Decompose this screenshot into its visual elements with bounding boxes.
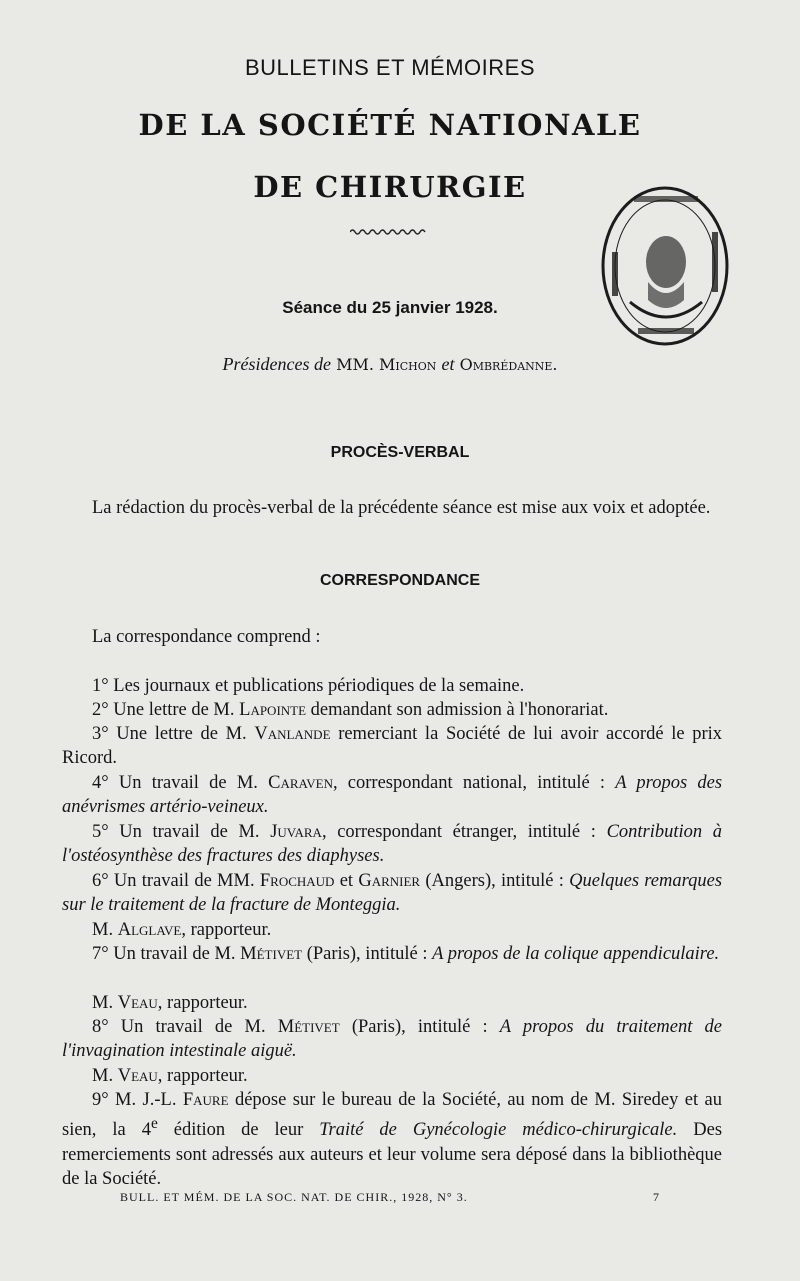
footer-citation: BULL. ET MÉM. DE LA SOC. NAT. DE CHIR., 1928, N° 3. xyxy=(120,1190,468,1204)
journal-title-line1: BULLETINS ET MÉMOIRES xyxy=(244,55,536,80)
work-title: Contribution à l'ostéosynthèse des fractures des diaphyses. xyxy=(62,822,723,867)
rapporteur-name: Veau xyxy=(117,993,158,1013)
author-name: Faure xyxy=(182,1090,229,1110)
item-text: , correspondant étranger, intitulé : xyxy=(321,822,596,842)
author-name: Vanlande xyxy=(254,724,331,744)
item-text: édition de leur xyxy=(173,1120,304,1141)
item-text: M. xyxy=(92,993,114,1013)
work-title: A propos du traitement de l'invagination intestinale aiguë. xyxy=(62,1017,722,1062)
journal-title-line2: DE LA SOCIÉTÉ NATIONALE xyxy=(138,108,642,142)
item-text: 5° Un travail de M. xyxy=(92,822,260,842)
item-text: M. xyxy=(92,1066,114,1086)
item-text: Des remerciements sont adressés aux auteurs et leur volume sera déposé dans la bibliothèque de la Société. xyxy=(62,1120,723,1190)
item-text: et xyxy=(339,871,354,891)
author-name: Juvara xyxy=(270,822,322,842)
presidences-and: et xyxy=(441,354,455,374)
author-name: Frochaud xyxy=(259,871,335,891)
work-title: Quelques remarques sur le traitement de la fracture de Monteggia. xyxy=(62,871,723,916)
rapporteur-line xyxy=(62,1064,722,1088)
correspondance-item-1: 1° Les journaux et publications périodiques de la semaine. xyxy=(92,676,525,696)
item-text: (Angers), intitulé : xyxy=(425,871,564,891)
ornamental-divider xyxy=(350,227,426,237)
presidences-mm: MM. xyxy=(336,355,374,374)
proces-verbal-heading: PROCÈS-VERBAL xyxy=(330,444,470,461)
correspondance-item-6 xyxy=(62,869,722,918)
page-footer xyxy=(120,1190,660,1205)
correspondance-item-9 xyxy=(62,1088,722,1192)
item-text: 2° Une lettre de M. xyxy=(92,700,235,720)
presidences-lead: Présidences de xyxy=(222,354,331,374)
correspondance-item-3 xyxy=(62,722,722,771)
item-text: 4° Un travail de M. xyxy=(92,773,258,793)
item-text: remerciant la Société de lui avoir accordé le prix Ricord. xyxy=(62,724,723,769)
correspondance-item-4 xyxy=(62,771,722,820)
item-text: 7° Un travail de M. xyxy=(92,944,236,964)
president-1: Michon xyxy=(379,355,437,374)
author-name: Caraven xyxy=(268,773,333,793)
item-text: 9° M. J.-L. xyxy=(92,1090,177,1110)
presidences-line xyxy=(0,354,780,375)
item-text: (Paris), intitulé : xyxy=(306,944,428,964)
journal-title-line3: DE CHIRURGIE xyxy=(253,170,527,204)
work-title: A propos des anévrismes artério-veineux. xyxy=(62,773,723,818)
item-text: , correspondant national, intitulé : xyxy=(332,773,606,793)
item-text: 6° Un travail de MM. xyxy=(92,871,255,891)
item-text: M. xyxy=(92,920,114,940)
superscript: e xyxy=(150,1115,158,1133)
president-2: Ombrédanne. xyxy=(459,355,558,374)
item-text: dépose sur le bureau de la Société, au nom de M. Siredey et au sien, la 4 xyxy=(62,1090,722,1141)
correspondance-item-5 xyxy=(62,820,722,869)
item-text: (Paris), intitulé : xyxy=(351,1017,488,1037)
correspondance-intro: La correspondance comprend : xyxy=(92,627,321,647)
rapporteur-line xyxy=(62,918,722,942)
work-title: Traité de Gynécologie médico-chirurgicale. xyxy=(319,1120,678,1141)
correspondance-item-8 xyxy=(62,1015,722,1064)
item-text: , rapporteur. xyxy=(157,1066,248,1086)
session-title: Séance du 25 janvier 1928. xyxy=(282,298,498,317)
author-name: Lapointe xyxy=(239,700,307,720)
work-title: A propos de la colique appendiculaire. xyxy=(432,944,720,964)
author-name: Métivet xyxy=(240,944,303,964)
correspondance-item-2 xyxy=(62,698,722,722)
author-name: Métivet xyxy=(277,1017,340,1037)
item-text: 8° Un travail de M. xyxy=(92,1017,266,1037)
rapporteur-name: Veau xyxy=(117,1066,158,1086)
item-text: , rapporteur. xyxy=(181,920,272,940)
author-name: Garnier xyxy=(358,871,421,891)
rapporteur-name: Alglave xyxy=(117,920,182,940)
rapporteur-line xyxy=(62,991,722,1015)
correspondance-heading: CORRESPONDANCE xyxy=(319,572,480,589)
library-stamp xyxy=(598,182,732,350)
proces-verbal-text: La rédaction du procès-verbal de la précédente séance est mise aux voix et adoptée. xyxy=(92,498,711,518)
item-text: demandant son admission à l'honorariat. xyxy=(310,700,609,720)
item-text: 3° Une lettre de M. xyxy=(92,724,247,744)
item-text: , rapporteur. xyxy=(157,993,248,1013)
correspondance-item-7 xyxy=(62,942,722,966)
page-number: 7 xyxy=(653,1190,660,1204)
